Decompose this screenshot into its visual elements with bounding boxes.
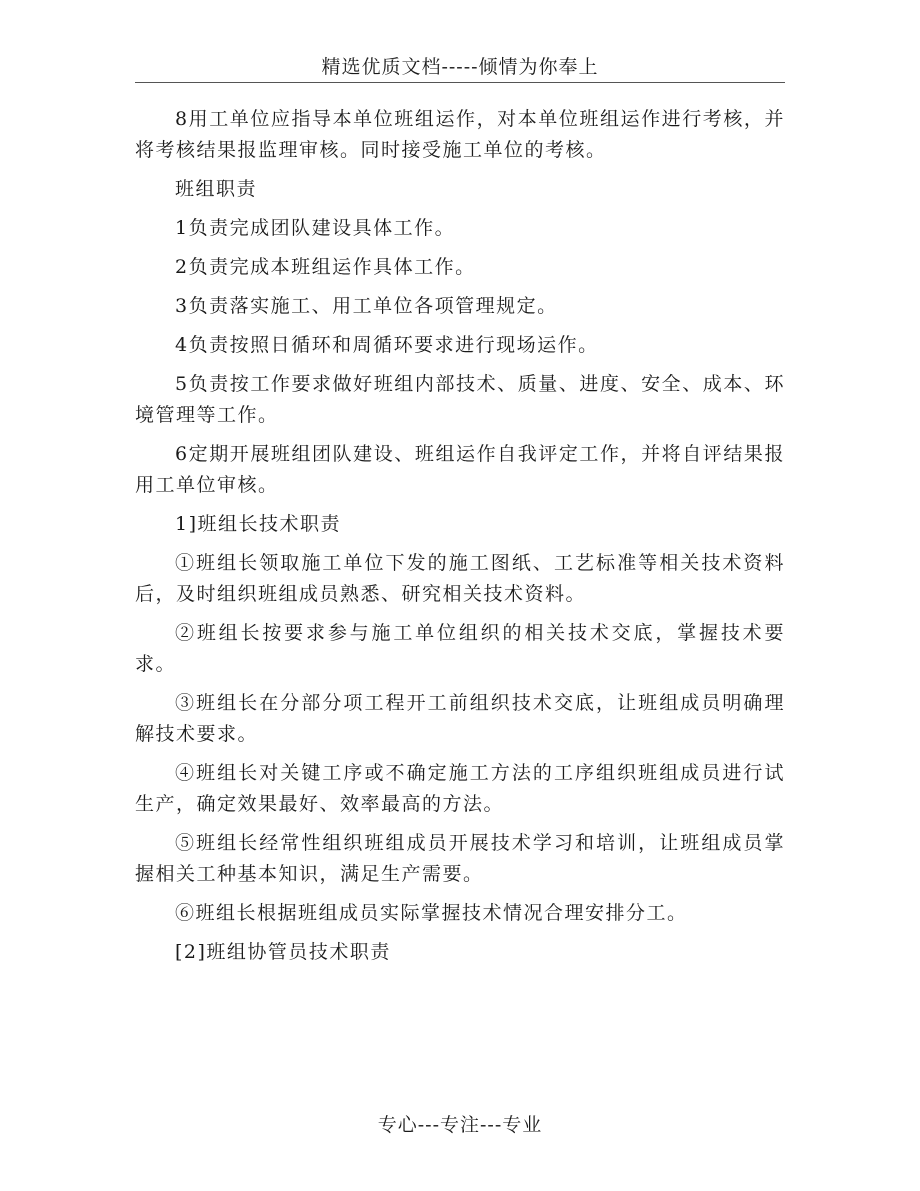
section-heading-assistant-tech-duties: [2]班组协管员技术职责 (175, 941, 391, 963)
list-item-leader-6: ⑥班组长根据班组成员实际掌握技术情况合理安排分工。 (175, 902, 688, 924)
list-item-duty-1: 1负责完成团队建设具体工作。 (175, 217, 456, 239)
document-body (135, 104, 785, 976)
list-item-leader-5: ⑤班组长经常性组织班组成员开展技术学习和培训，让班组成员掌握相关工种基本知识，满足生产需要。 (135, 832, 785, 885)
page-footer: 专心---专注---专业 (377, 1114, 543, 1136)
list-item-duty-2: 2负责完成本班组运作具体工作。 (175, 256, 476, 278)
list-item-leader-1: ①班组长领取施工单位下发的施工图纸、工艺标准等相关技术资料后，及时组织班组成员熟悉、研究相关技术资料。 (135, 552, 785, 605)
list-item-duty-3: 3负责落实施工、用工单位各项管理规定。 (175, 295, 558, 317)
section-heading-team-duties: 班组职责 (175, 178, 258, 200)
list-item-duty-5: 5负责按工作要求做好班组内部技术、质量、进度、安全、成本、环境管理等工作。 (135, 373, 785, 426)
list-item-leader-3: ③班组长在分部分项工程开工前组织技术交底，让班组成员明确理解技术要求。 (135, 692, 785, 745)
list-item-duty-4: 4负责按照日循环和周循环要求进行现场运作。 (175, 334, 599, 356)
section-heading-leader-tech-duties: 1]班组长技术职责 (175, 513, 342, 535)
page-header: 精选优质文档-----倾情为你奉上 (321, 56, 599, 78)
list-item-leader-2: ②班组长按要求参与施工单位组织的相关技术交底，掌握技术要求。 (135, 622, 785, 675)
list-item-leader-4: ④班组长对关键工序或不确定施工方法的工序组织班组成员进行试生产，确定效果最好、效率最高的方法。 (135, 762, 785, 815)
paragraph-8-employer-guidance: 8用工单位应指导本单位班组运作，对本单位班组运作进行考核，并将考核结果报监理审核。同时接受施工单位的考核。 (135, 108, 785, 161)
header-divider (135, 82, 785, 83)
list-item-duty-6: 6定期开展班组团队建设、班组运作自我评定工作，并将自评结果报用工单位审核。 (135, 443, 785, 496)
